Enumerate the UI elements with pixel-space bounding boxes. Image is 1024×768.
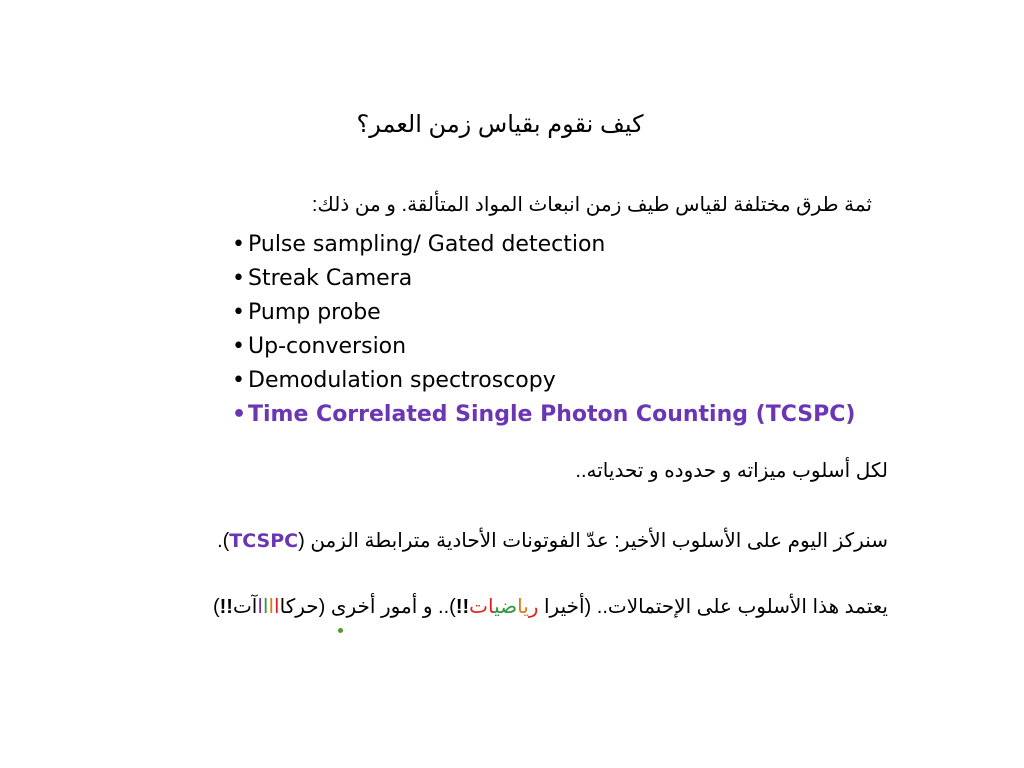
bullet-icon: • [232,402,247,427]
list-item [232,228,932,262]
list-item-tcspc [232,398,932,432]
bullet-icon: • [232,334,245,359]
probability-text-end: آت [232,596,258,618]
alef-letter: ا [262,596,269,618]
method-label: Pump probe [248,300,381,325]
tcspc-acronym: TCSPC [229,530,299,552]
exclamation: !! [219,596,233,618]
paragraph-probability [28,594,888,619]
exclamation: !! [455,596,470,618]
list-item [232,364,932,398]
probability-close: ) [212,596,220,618]
math-part: ضي [494,596,518,618]
slide-title: كيف نقوم بقياس زمن العمر؟ [356,111,644,138]
methods-list [232,228,932,432]
math-part: يا [517,596,529,618]
intro-text: ثمة طرق مختلفة لقياس طيف زمن انبعاث المواد المتألقة. و من ذلك: [311,194,872,216]
paragraph-advantages: لكل أسلوب ميزاته و حدوده و تحدياته.. [575,460,888,482]
focus-text-end: ). [217,530,230,552]
probability-text-middle: ).. و أمور أخرى (حركا [279,596,456,618]
method-label: Time Correlated Single Photon Counting (TCSPC) [248,402,856,427]
list-item [232,262,932,296]
decorative-dot [338,628,343,633]
paragraph-focus [28,528,888,553]
bullet-icon: • [232,232,245,257]
probability-text: يعتمد هذا الأسلوب على الإحتمالات.. (أخيرا [538,596,888,618]
list-item [232,330,932,364]
alef-letter: ا [274,596,280,618]
math-part: ر [528,596,539,618]
bullet-icon: • [232,368,245,393]
method-label: Demodulation spectroscopy [248,368,556,393]
method-label: Up-conversion [248,334,407,359]
bullet-icon: • [232,266,245,291]
list-item [232,296,932,330]
math-part: ات [469,596,495,618]
method-label: Streak Camera [248,266,413,291]
focus-text: سنركز اليوم على الأسلوب الأخير: عدّ الفوتونات الأحادية مترابطة الزمن ( [298,530,888,552]
alef-letter: ا [268,596,275,618]
alef-letter: ا [257,596,263,618]
method-label: Pulse sampling/ Gated detection [248,232,606,257]
bullet-icon: • [232,300,245,325]
